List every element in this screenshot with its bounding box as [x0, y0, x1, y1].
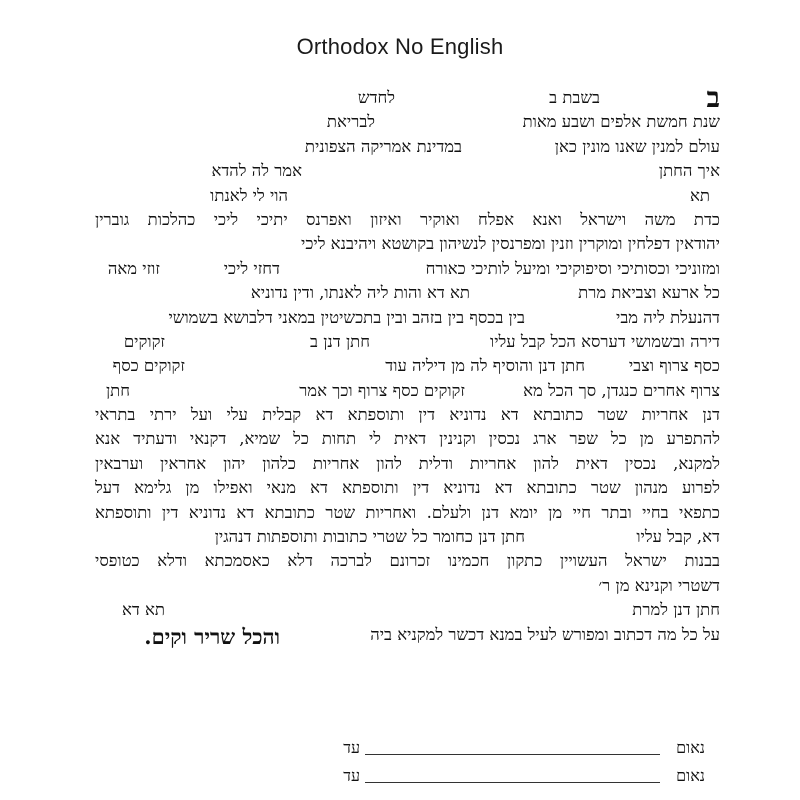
line-7 [95, 232, 720, 256]
line-22-bride: תא דא [121, 600, 165, 620]
witness-1-label: נאום [676, 738, 705, 757]
line-23-valid: והכל שריר וקים. [144, 623, 280, 649]
ketubah-text [95, 81, 720, 651]
line-20 [95, 549, 720, 573]
line-8 [95, 257, 720, 281]
line-2-year: שנת חמשת אלפים ושבע מאות [522, 112, 720, 132]
line-10-text: דהנעלת ליה מבי [616, 307, 720, 327]
line-6 [95, 208, 720, 232]
line-5-wife: הוי לי לאנתו [210, 185, 288, 205]
line-13 [95, 379, 720, 403]
line-23-text: על כל מה דכתוב ומפורש לעיל במנא דכשר למקניא ביה [370, 624, 720, 644]
line-13-groom: חתן [105, 380, 130, 400]
line-2 [95, 110, 720, 134]
witness-2-label: נאום [676, 766, 705, 785]
line-19-accepted: דא, קבל עליו [636, 527, 720, 547]
witness-2-ed-label: עד [343, 766, 360, 785]
line-4 [95, 159, 720, 183]
line-1 [95, 81, 720, 114]
line-9-dowry: תא דא והות ליה לאנתו, ודין נדוניא [250, 283, 470, 303]
line-21 [95, 574, 720, 598]
line-4-groom: איך החתן [658, 161, 720, 181]
line-16 [95, 452, 720, 476]
line-13-text: צרוף אחרים כנגדן, סך הכל מא [523, 380, 720, 400]
line-3-country: במדינת אמריקה הצפונית [304, 136, 462, 156]
hebrew-letter-bet: ב [706, 81, 720, 114]
page-title: Orthodox No English [296, 34, 504, 59]
witness-2-line[interactable] [365, 782, 660, 783]
line-16-text: למקנא, נכסין דאית להון אחריות ודלית להון אחריות כלהון יהון אחראין וערבאין [95, 453, 720, 473]
line-8-zuzim: זוזי מאה [107, 258, 160, 278]
line-4-said: אמר לה להדא [211, 161, 302, 181]
line-12-added: חתן דנן והוסיף לה מן דיליה עוד [385, 356, 585, 376]
line-9-text: כל ארעא וצביאת מרת [578, 283, 720, 303]
line-19 [95, 525, 720, 549]
line-8-fitting: דחזי ליכי [223, 258, 280, 278]
line-9 [95, 281, 720, 305]
line-8-text: ומזוניכי וכסותיכי וסיפוקיכי ומיעל לותיכי כאורח [425, 258, 720, 278]
line-21-text: דשטרי וקנינא מן ר׳ [598, 575, 720, 595]
witness-signature-1 [235, 735, 705, 761]
line-3 [95, 135, 720, 159]
line-11-text: דירה ובשמושי דערסא הכל קבל עליו [490, 331, 720, 351]
line-7-text: יהודאין דפלחין ומוקרין וזנין ומפרנסין לנשיהון בקושטא ויהיבנא ליכי [301, 234, 720, 254]
line-12-text: כסף צרוף וצבי [628, 356, 720, 376]
witness-signature-2 [235, 763, 705, 789]
line-2-creation: לבריאת [326, 112, 375, 132]
line-17-text: לפרוע מנהון שטר כתובתא דא נדוניא דין ותוספתא דא מנאי ואפילו מן גלימא דעל [95, 478, 720, 498]
line-11-groom: חתן דנן ב [310, 331, 370, 351]
line-14-text: דנן אחריות שטר כתובתא דא נדוניא דין ותוספתא דא קבלית עלי ועל ירתי בתראי [95, 405, 720, 425]
line-5-ta: תא [690, 185, 710, 205]
line-11 [95, 330, 720, 354]
line-20-text: בבנות ישראל העשויין כתקון חכמינו זכרונם לברכה דלא כאסמכתא ודלא כטופסי [95, 551, 720, 571]
line-1-sabbath: בשבת ב [549, 88, 600, 107]
line-1-month: לחדש [357, 88, 395, 107]
line-12 [95, 354, 720, 378]
line-5 [95, 184, 720, 208]
line-11-zekukim: זקוקים [123, 331, 165, 351]
line-12-silver: זקוקים כסף [112, 356, 185, 376]
line-22 [95, 598, 720, 622]
line-3-count: עולם למנין שאנו מונין כאן [554, 136, 720, 156]
line-6-text: כדת משה וישראל ואנא אפלח ואוקיר ואיזון ואפרנס יתיכי ליכי כהלכות גוברין [95, 209, 720, 229]
witness-1-ed-label: עד [343, 738, 360, 757]
line-23 [95, 623, 720, 651]
witness-1-line[interactable] [365, 754, 660, 755]
line-14 [95, 403, 720, 427]
line-22-groom: חתן דנן למרת [632, 600, 720, 620]
line-15-text: להתפרע מן כל שפר ארג נכסין וקנינין דאית לי תחות כל שמיא, דקנאי ודעתיד אנא [95, 429, 720, 449]
line-17 [95, 476, 720, 500]
line-10-items: בין בכסף בין בזהב ובין בתכשיטין במאני דלבושא בשמושי [168, 307, 525, 327]
line-13-total: זקוקים כסף צרוף וכך אמר [299, 380, 465, 400]
line-19-text: חתן דנן כחומר כל שטרי כתובות ותוספתות דנהגין [214, 527, 525, 547]
line-18-text: כתפאי בחיי ובתר חיי מן יומא דנן ולעלם. ואחריות שטר כתובתא דא נדוניא דין ותוספתא [95, 502, 720, 522]
line-15 [95, 427, 720, 451]
line-18 [95, 501, 720, 525]
line-10 [95, 306, 720, 330]
